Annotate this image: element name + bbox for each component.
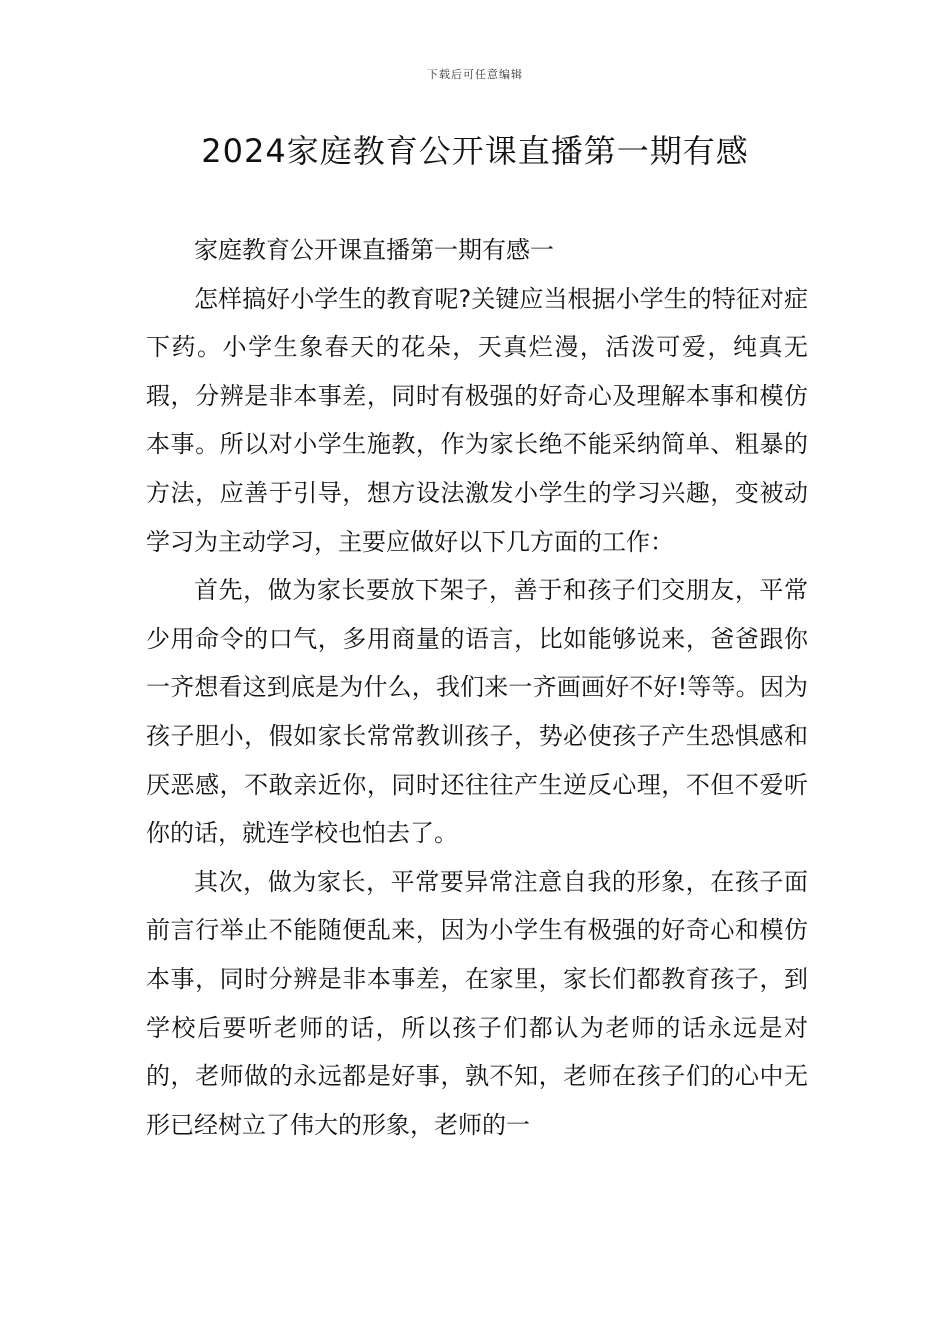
paragraph-subtitle: 家庭教育公开课直播第一期有感一 — [194, 236, 554, 264]
header-note: 下载后可任意编辑 — [427, 68, 523, 81]
paragraph: 怎样搞好小学生的教育呢?关键应当根据小学生的特征对症下药。小学生象春天的花朵，天真烂漫，活泼可爱，纯真无瑕，分辨是非本事差，同时有极强的好奇心及理解本事和模仿本事。所以对小学生施教，作为家长绝不能采纳简单、粗暴的方法，应善于引导，想方设法激发小学生的学习兴趣，变被动学习为主动学习，主要应做好以下几方面的工作： — [146, 284, 808, 556]
document-title: 2024家庭教育公开课直播第一期有感 — [201, 132, 749, 170]
paragraph: 其次，做为家长，平常要异常注意自我的形象，在孩子面前言行举止不能随便乱来，因为小学生有极强的好奇心和模仿本事，同时分辨是非本事差，在家里，家长们都教育孩子，到学校后要听老师的话，所以孩子们都认为老师的话永远是对的，老师做的永远都是好事，孰不知，老师在孩子们的心中无形已经树立了伟大的形象，老师的一 — [146, 867, 808, 1139]
document-body — [146, 226, 808, 1149]
paragraph: 首先，做为家长要放下架子，善于和孩子们交朋友，平常少用命令的口气，多用商量的语言，比如能够说来，爸爸跟你一齐想看这到底是为什么，我们来一齐画画好不好!等等。因为孩子胆小，假如家长常常教训孩子，势必使孩子产生恐惧感和厌恶感，不敢亲近你，同时还往往产生逆反心理，不但不爱听你的话，就连学校也怕去了。 — [146, 576, 808, 848]
